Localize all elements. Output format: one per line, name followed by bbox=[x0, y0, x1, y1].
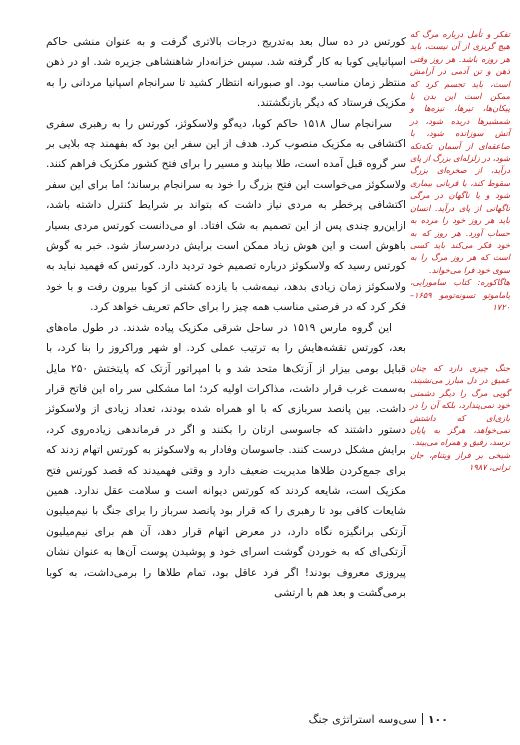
margin-quote bbox=[410, 28, 510, 313]
paragraph: کورتس در ده سال بعد به‌تدریج درجات بالاتری گرفت و به عنوان منشی حاکم اسپانیایی کوبا به کار گرفته شد. سپس خزانه‌دار شاهنشاهی جزیره شد. او در ذهن منتظر زمان مناسب بود. او صبورانه انتظار کشید تا سرانجام اسپانیا مردانی را به مکزیک فرستاد که دیگر بازنگشتند. bbox=[46, 36, 406, 110]
margin-quote-source: هاگاکوره: کتاب سامورایی، یاماموتو تسونه‌تومو ۱۶۵۹–۱۷۲۰ bbox=[410, 277, 510, 312]
margin-quote bbox=[410, 362, 510, 474]
margin-quote-text: جنگ چیزی دارد که چنان عمیق در دل مبارز می‌نشیند، گویی مرگ را دیگر دشمنی خود نمی‌پندارد، بلکه آن را در بازی‌ای که داشتش نمی‌خواهد، هرگز به پایان نرسد، رفیق و همراه می‌بیند. bbox=[410, 363, 510, 448]
margin-quote-text: تفکر و تأمل درباره مرگ که هیچ گریزی از آن نیست، باید هر روزه باشد. هر روز وقتی ذهن و تن آدمی در آرامش است، باید تجسم کرد که ممکن است این بدن با پیکان‌ها، تیرها، نیزه‌ها و شمشیرها دریده شود، در آتش سوزانده شود، با صاعقه‌ای از آسمان تکه‌تکه شود، در زلزله‌ای بزرگ از پای درآید، از صخره‌ای بزرگ سقوط کند، یا قربانی بیماری شود و یا ناگهان در مرگی ناگهانی از پای درآید. انسان باید هر روز خود را مرده به حساب آورد. هر روز که به خود فکر می‌کند باید کسی است که هر روز مرگ را به سوی خود فرا می‌خواند. bbox=[409, 29, 510, 275]
paragraph: سرانجام سال ۱۵۱۸ حاکم کوبا، دیه‌گو ولاسکوئز، کورتس را به رهبری سفری اکتشافی به مکزیک منصوب کرد. هدف از این سفر این بود که بفهمند چه بلایی بر سر گروه قبل آمده است، طلا بیابند و مسیر را برای فتح کشور مکزیک فراهم کنند. ولاسکوئز می‌خواست این فتح بزرگ را خود به سرانجام برساند؛ اما برای این سفر اکتشافی پرخطر به مردی نیاز داشت که بتواند بر شرایط کنترل داشته باشد، ازاین‌رو چندی پس از این تصمیم به شک افتاد. او می‌دانست کورتس مردی بسیار باهوش است و این هوش زیاد ممکن است برایش دردسرساز شود. خبر به گوش کورتس رسید که ولاسکوئز درباره تصمیم خود تردید دارد. کورتس که فهمید نباید به ولاسکوئز زمان زیادی بدهد، نیمه‌شب با یازده کشتی از کوبا بیرون رفت و با خود فکر کرد که در فرصتی مناسب همه چیز را برای حاکم تعریف خواهد کرد. bbox=[46, 117, 406, 314]
main-text-column bbox=[46, 32, 406, 603]
book-title: سی‌وسه استراتژی جنگ bbox=[308, 713, 417, 726]
margin-quote-source: شیخی بر فراز ویتنام، جان ترانی، ۱۹۸۷ bbox=[410, 449, 510, 473]
page-footer bbox=[309, 713, 448, 726]
page-number: ۱۰۰ bbox=[427, 713, 448, 726]
paragraph: این گروه مارس ۱۵۱۹ در ساحل شرقی مکزیک پیاده شدند. در طول ماه‌های بعد، کورتس نقشه‌هایش را به ترتیب عملی کرد. او شهر وراکروز را بنا کرد، با قبایل بومی بیزار از آزتک‌ها متحد شد و با امپراتور آزتک که پایتختش ۲۵۰ مایل به‌سمت غرب قرار داشت، مذاکرات اولیه کرد؛ اما مشکلی سر راه این فاتح قرار داشت. بین پانصد سربازی که با او همراه شده بودند، تعداد زیادی از ولاسکوئز دستور داشتند که جاسوسی ارتان را بکنند و اگر در فرماندهی زیاده‌روی کرد، برایش مشکل درست کنند. جاسوسان وفادار به ولاسکوئز به کورتس اتهام زدند که برای جمع‌کردن طلاها مدیریت ضعیف دارد و وقتی فهمیدند که قصد کورتس فتح مکزیک است، شایعه کردند که کورتس دیوانه است و سلامت عقل ندارد. همین شایعات کافی بود تا رهبری را که قرار بود پانصد سرباز را برای جنگ با نیم‌میلیون آزتکی برانگیزه نگاه دارد، در معرض اتهام قرار دهد، آن هم برای نیم‌میلیون آزتکی‌ای که به خوردن گوشت اسرای خود و پوشیدن پوست آن‌ها به عنوان نشان پیروزی معروف بودند! اگر فرد عاقل بود، تمام طلاها را برمی‌داشت، به کوبا برمی‌گشت و بعد هم با ارتشی bbox=[46, 321, 406, 599]
footer-divider bbox=[422, 713, 423, 725]
